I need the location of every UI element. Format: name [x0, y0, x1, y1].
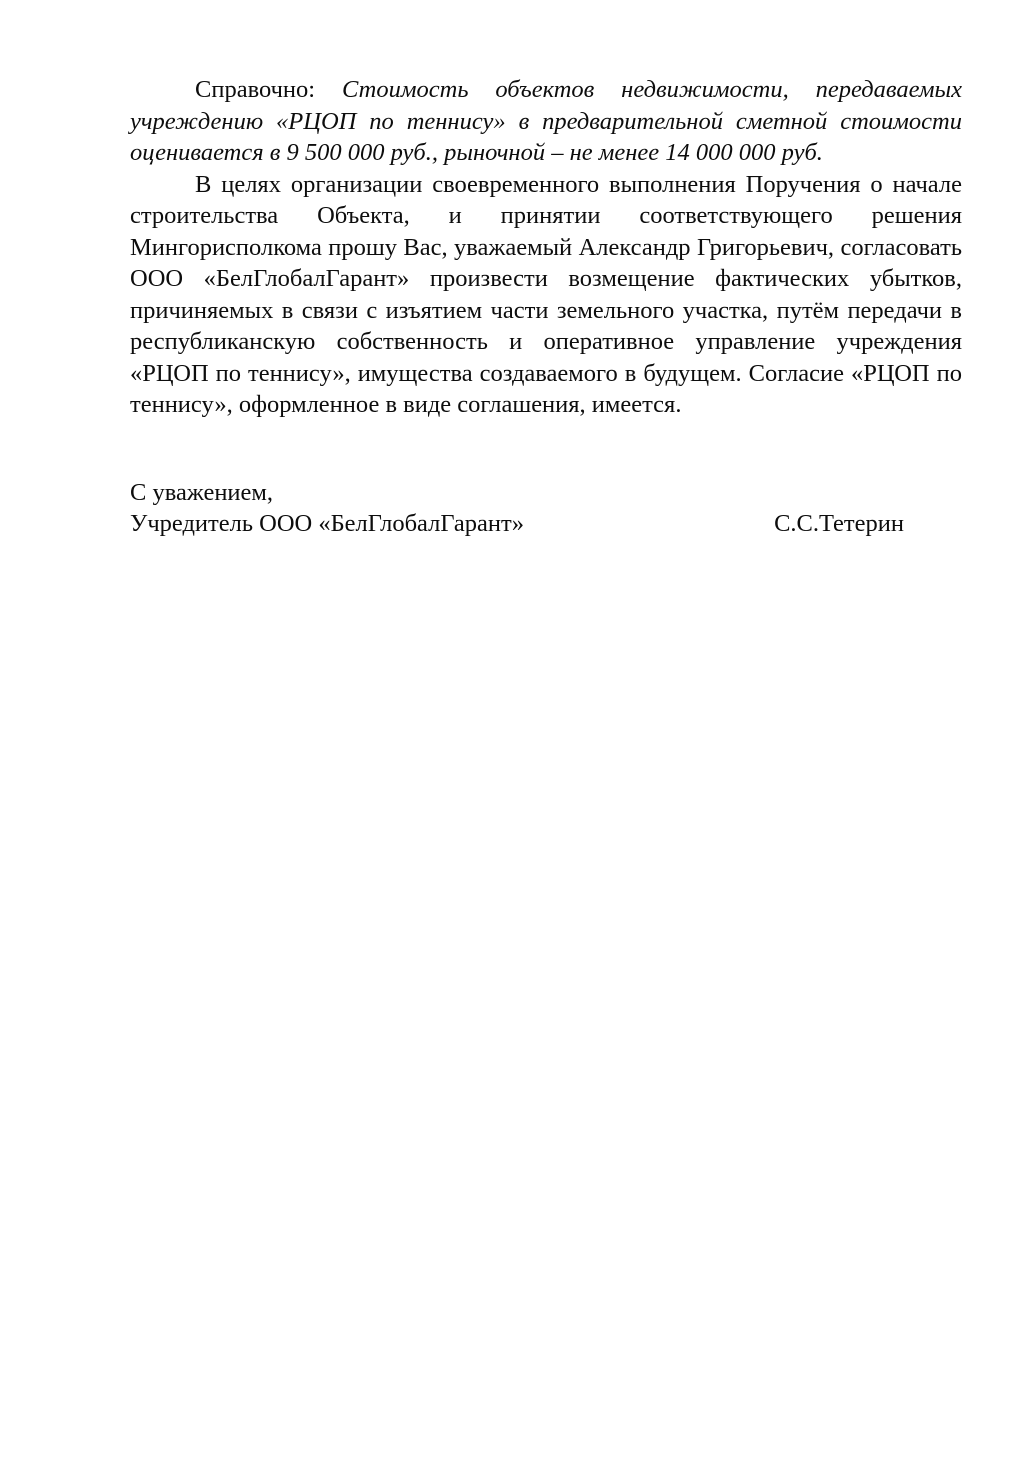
body-paragraph — [130, 169, 962, 421]
reference-label: Справочно: — [195, 76, 342, 103]
closing-line: С уважением, — [130, 478, 274, 506]
reference-italic-text: Стоимость объектов недвижимости, передаваемых учреждению «РЦОП по теннису» в предварительной сметной стоимости оценивается в 9 500 000 руб., рыночной – не менее 14 000 000 руб. — [130, 76, 963, 166]
signature-row — [130, 508, 962, 540]
signature-name: С.С.Тетерин — [774, 510, 904, 537]
document-body — [130, 74, 962, 540]
reference-paragraph — [130, 74, 962, 169]
signature-role: Учредитель ООО «БелГлобалГарант» — [130, 510, 524, 537]
signature-block — [130, 477, 962, 540]
body-paragraph-text: В целях организации своевременного выполнения Поручения о начале строительства Объекта, и принятии соответствующего решения Мингорисполкома прошу Вас, уважаемый Александр Григорьевич, согласовать ООО «БелГлобалГарант» произвести возмещение фактических убытков, причиняемых в связи с изъятием части земельного участка, путём передачи в республиканскую собственность и оперативное управление учреждения «РЦОП по теннису», имущества создаваемого в будущем. Согласие «РЦОП по теннису», оформленное в виде соглашения, имеется. — [130, 170, 962, 418]
